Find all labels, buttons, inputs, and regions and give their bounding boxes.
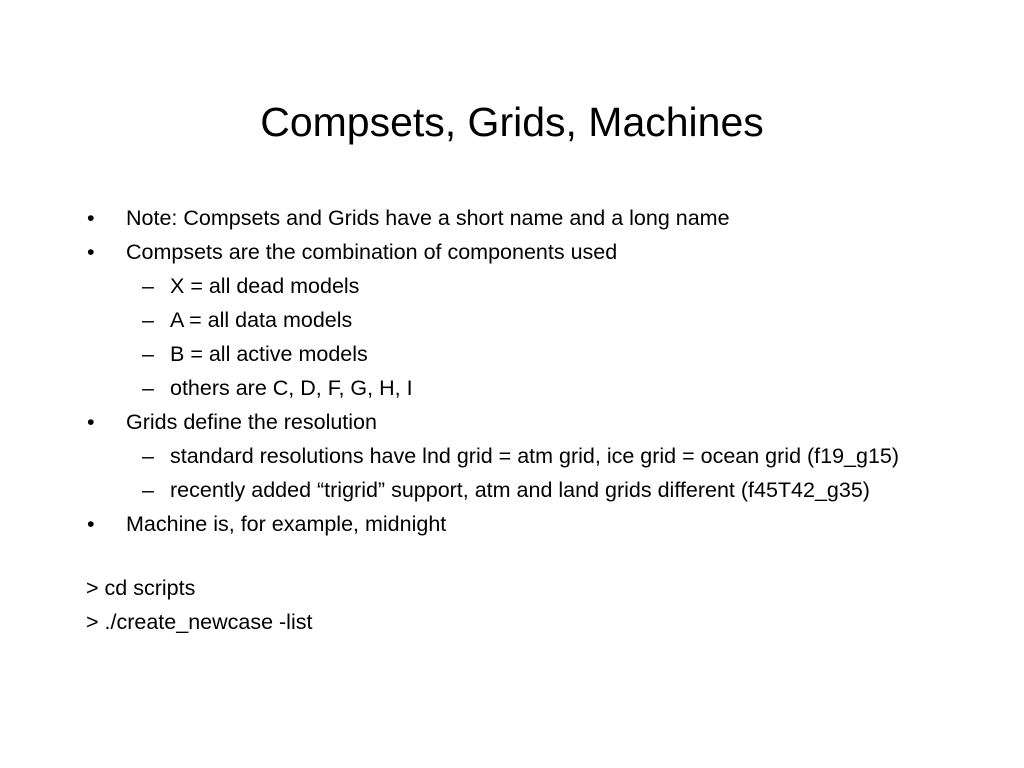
- bullet-item: [86, 407, 946, 437]
- sub-bullet-item: [86, 441, 946, 471]
- bullet-marker: •: [87, 240, 95, 264]
- sub-bullet-text: B = all active models: [170, 342, 368, 366]
- dash-marker: –: [142, 308, 154, 332]
- dash-marker: –: [142, 376, 154, 400]
- bullet-text: Grids define the resolution: [126, 410, 377, 434]
- sub-bullet-item: [86, 305, 946, 335]
- dash-marker: –: [142, 444, 154, 468]
- bullet-marker: •: [87, 512, 95, 536]
- bullet-item: [86, 203, 946, 233]
- spacer: [86, 539, 946, 573]
- command-line: > ./create_newcase -list: [86, 610, 313, 634]
- sub-bullet-text: recently added “trigrid” support, atm and land grids different (f45T42_g35): [170, 478, 870, 502]
- bullet-marker: •: [87, 206, 95, 230]
- sub-bullet-text: A = all data models: [170, 308, 353, 332]
- sub-bullet-text: X = all dead models: [170, 274, 360, 298]
- slide-title: Compsets, Grids, Machines: [260, 99, 764, 145]
- sub-bullet-text: others are C, D, F, G, H, I: [170, 376, 413, 400]
- slide-body: [86, 199, 946, 637]
- command-line: > cd scripts: [86, 576, 196, 600]
- sub-bullet-item: [86, 271, 946, 301]
- bullet-item: [86, 509, 946, 539]
- bullet-text: Note: Compsets and Grids have a short name and a long name: [126, 206, 730, 230]
- dash-marker: –: [142, 478, 154, 502]
- bullet-item: [86, 237, 946, 267]
- sub-bullet-text: standard resolutions have lnd grid = atm grid, ice grid = ocean grid (f19_g15): [170, 444, 900, 468]
- bullet-marker: •: [87, 410, 95, 434]
- dash-marker: –: [142, 342, 154, 366]
- sub-bullet-item: [86, 373, 946, 403]
- sub-bullet-item: [86, 475, 946, 505]
- bullet-text: Machine is, for example, midnight: [126, 512, 447, 536]
- sub-bullet-item: [86, 339, 946, 369]
- dash-marker: –: [142, 274, 154, 298]
- bullet-text: Compsets are the combination of components used: [126, 240, 618, 264]
